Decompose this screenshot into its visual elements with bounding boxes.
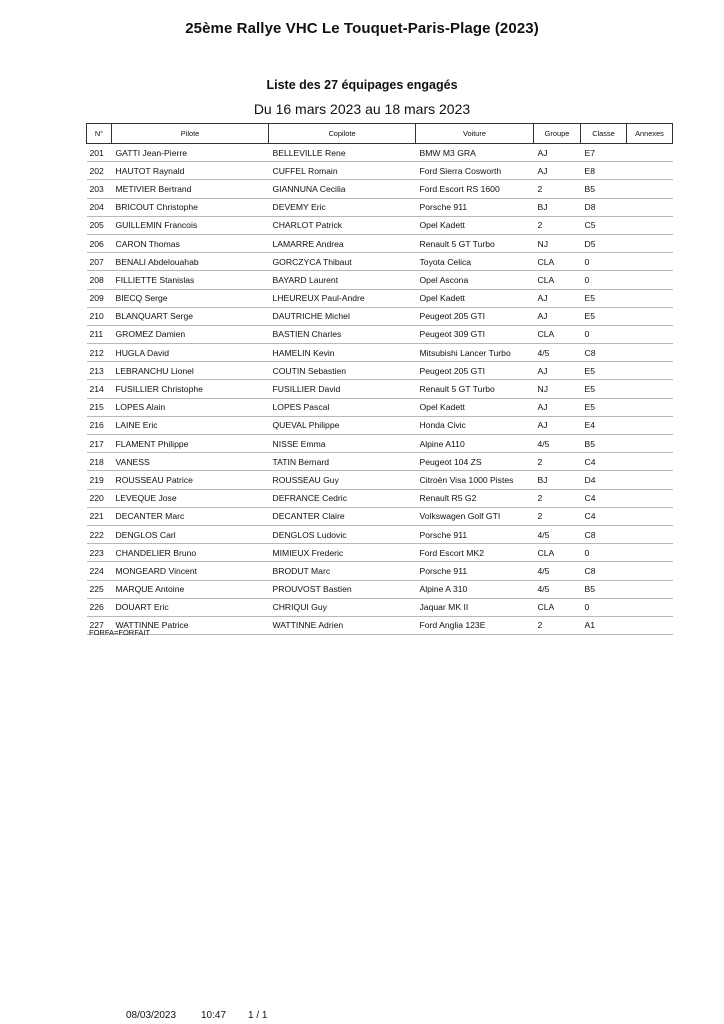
entry-number: 207 [87, 253, 112, 271]
copilote-cell: FUSILLIER David [269, 380, 416, 398]
pilote-cell: LAINE Eric [112, 416, 269, 434]
annexes-cell [627, 525, 673, 543]
entry-number: 227 [87, 616, 112, 634]
print-date: 08/03/2023 [126, 1010, 177, 1021]
groupe-cell: 2 [534, 507, 581, 525]
table-row [87, 198, 673, 216]
entry-number: 214 [87, 380, 112, 398]
table-row [87, 344, 673, 362]
annexes-cell [627, 435, 673, 453]
entry-number: 219 [87, 471, 112, 489]
copilote-cell: PROUVOST Bastien [269, 580, 416, 598]
pilote-cell: GROMEZ Damien [112, 325, 269, 343]
voiture-cell: Volkswagen Golf GTI [416, 507, 534, 525]
pilote-cell: GUILLEMIN Francois [112, 216, 269, 234]
groupe-cell: NJ [534, 380, 581, 398]
entry-number: 223 [87, 544, 112, 562]
pilote-cell: BENALI Abdelouahab [112, 253, 269, 271]
classe-cell: D5 [581, 234, 627, 252]
table-row [87, 580, 673, 598]
print-time: 10:47 [201, 1010, 227, 1021]
footnote: FORFA=FORFAIT [89, 628, 151, 637]
table-row [87, 362, 673, 380]
entries-table-header [87, 124, 673, 144]
classe-cell: D8 [581, 198, 627, 216]
copilote-cell: GORCZYCA Thibaut [269, 253, 416, 271]
table-row [87, 598, 673, 616]
voiture-cell: Ford Escort MK2 [416, 544, 534, 562]
pilote-cell: LOPES Alain [112, 398, 269, 416]
table-row [87, 289, 673, 307]
pilote-cell: DOUART Eric [112, 598, 269, 616]
annexes-cell [627, 198, 673, 216]
classe-cell: C8 [581, 525, 627, 543]
copilote-cell: CHRIQUI Guy [269, 598, 416, 616]
event-dates: Du 16 mars 2023 au 18 mars 2023 [253, 101, 471, 117]
classe-cell: A1 [581, 616, 627, 634]
copilote-cell: LOPES Pascal [269, 398, 416, 416]
annexes-cell [627, 144, 673, 162]
page-number: 1 / 1 [248, 1010, 268, 1021]
groupe-cell: AJ [534, 416, 581, 434]
pilote-cell: DENGLOS Carl [112, 525, 269, 543]
table-row [87, 398, 673, 416]
pilote-cell: ROUSSEAU Patrice [112, 471, 269, 489]
copilote-cell: QUEVAL Philippe [269, 416, 416, 434]
voiture-cell: Ford Escort RS 1600 [416, 180, 534, 198]
table-row [87, 325, 673, 343]
entry-number: 221 [87, 507, 112, 525]
table-row [87, 435, 673, 453]
voiture-cell: Porsche 911 [416, 562, 534, 580]
copilote-cell: BELLEVILLE Rene [269, 144, 416, 162]
copilote-cell: COUTIN Sebastien [269, 362, 416, 380]
entry-number: 205 [87, 216, 112, 234]
table-row [87, 216, 673, 234]
groupe-cell: 4/5 [534, 435, 581, 453]
copilote-cell: NISSE Emma [269, 435, 416, 453]
table-row [87, 180, 673, 198]
entry-number: 208 [87, 271, 112, 289]
classe-cell: E8 [581, 162, 627, 180]
table-row [87, 562, 673, 580]
entry-number: 211 [87, 325, 112, 343]
entry-number: 204 [87, 198, 112, 216]
annexes-cell [627, 562, 673, 580]
header-classe: Classe [581, 124, 627, 144]
table-row [87, 253, 673, 271]
entry-number: 218 [87, 453, 112, 471]
classe-cell: 0 [581, 598, 627, 616]
copilote-cell: BAYARD Laurent [269, 271, 416, 289]
copilote-cell: HAMELIN Kevin [269, 344, 416, 362]
pilote-cell: HAUTOT Raynald [112, 162, 269, 180]
entry-number: 226 [87, 598, 112, 616]
groupe-cell: NJ [534, 234, 581, 252]
groupe-cell: AJ [534, 144, 581, 162]
copilote-cell: MIMIEUX Frederic [269, 544, 416, 562]
pilote-cell: CARON Thomas [112, 234, 269, 252]
groupe-cell: CLA [534, 325, 581, 343]
annexes-cell [627, 180, 673, 198]
entry-number: 206 [87, 234, 112, 252]
voiture-cell: Jaquar MK II [416, 598, 534, 616]
voiture-cell: Alpine A110 [416, 435, 534, 453]
entry-number: 210 [87, 307, 112, 325]
classe-cell: C4 [581, 489, 627, 507]
table-row [87, 507, 673, 525]
entry-number: 203 [87, 180, 112, 198]
pilote-cell: FILLIETTE Stanislas [112, 271, 269, 289]
copilote-cell: WATTINNE Adrien [269, 616, 416, 634]
classe-cell: E5 [581, 289, 627, 307]
annexes-cell [627, 453, 673, 471]
classe-cell: C8 [581, 562, 627, 580]
header-annexes: Annexes [627, 124, 673, 144]
classe-cell: 0 [581, 253, 627, 271]
annexes-cell [627, 271, 673, 289]
classe-cell: B5 [581, 580, 627, 598]
header-row [87, 124, 673, 144]
classe-cell: B5 [581, 180, 627, 198]
groupe-cell: BJ [534, 471, 581, 489]
entry-number: 225 [87, 580, 112, 598]
annexes-cell [627, 325, 673, 343]
voiture-cell: Renault 5 GT Turbo [416, 234, 534, 252]
copilote-cell: BASTIEN Charles [269, 325, 416, 343]
groupe-cell: AJ [534, 307, 581, 325]
annexes-cell [627, 162, 673, 180]
annexes-cell [627, 362, 673, 380]
voiture-cell: Peugeot 309 GTI [416, 325, 534, 343]
annexes-cell [627, 234, 673, 252]
annexes-cell [627, 307, 673, 325]
pilote-cell: LEVEQUE Jose [112, 489, 269, 507]
classe-cell: 0 [581, 544, 627, 562]
voiture-cell: Ford Sierra Cosworth [416, 162, 534, 180]
voiture-cell: Opel Kadett [416, 216, 534, 234]
entries-table [86, 123, 673, 635]
header-copilote: Copilote [269, 124, 416, 144]
pilote-cell: HUGLA David [112, 344, 269, 362]
voiture-cell: Porsche 911 [416, 525, 534, 543]
voiture-cell: Porsche 911 [416, 198, 534, 216]
copilote-cell: CHARLOT Patrick [269, 216, 416, 234]
copilote-cell: CUFFEL Romain [269, 162, 416, 180]
classe-cell: C8 [581, 344, 627, 362]
groupe-cell: CLA [534, 271, 581, 289]
header-pilote: Pilote [112, 124, 269, 144]
annexes-cell [627, 253, 673, 271]
classe-cell: B5 [581, 435, 627, 453]
voiture-cell: Peugeot 104 ZS [416, 453, 534, 471]
pilote-cell: GATTI Jean-Pierre [112, 144, 269, 162]
groupe-cell: 4/5 [534, 344, 581, 362]
table-row [87, 416, 673, 434]
groupe-cell: CLA [534, 598, 581, 616]
annexes-cell [627, 289, 673, 307]
voiture-cell: Peugeot 205 GTI [416, 307, 534, 325]
groupe-cell: CLA [534, 544, 581, 562]
voiture-cell: Mitsubishi Lancer Turbo [416, 344, 534, 362]
table-row [87, 271, 673, 289]
voiture-cell: Opel Kadett [416, 398, 534, 416]
table-row [87, 544, 673, 562]
annexes-cell [627, 616, 673, 634]
table-row [87, 453, 673, 471]
classe-cell: D4 [581, 471, 627, 489]
annexes-cell [627, 489, 673, 507]
groupe-cell: 4/5 [534, 525, 581, 543]
groupe-cell: AJ [534, 398, 581, 416]
voiture-cell: BMW M3 GRA [416, 144, 534, 162]
entry-number: 201 [87, 144, 112, 162]
voiture-cell: Alpine A 310 [416, 580, 534, 598]
pilote-cell: METIVIER Bertrand [112, 180, 269, 198]
copilote-cell: TATIN Bernard [269, 453, 416, 471]
entry-number: 209 [87, 289, 112, 307]
groupe-cell: 2 [534, 489, 581, 507]
table-row [87, 489, 673, 507]
pilote-cell: FLAMENT Philippe [112, 435, 269, 453]
table-row [87, 616, 673, 634]
voiture-cell: Renault R5 G2 [416, 489, 534, 507]
annexes-cell [627, 544, 673, 562]
voiture-cell: Toyota Celica [416, 253, 534, 271]
pilote-cell: BIECQ Serge [112, 289, 269, 307]
entry-number: 212 [87, 344, 112, 362]
voiture-cell: Honda Civic [416, 416, 534, 434]
voiture-cell: Ford Anglia 123E [416, 616, 534, 634]
classe-cell: E4 [581, 416, 627, 434]
groupe-cell: 2 [534, 216, 581, 234]
classe-cell: E7 [581, 144, 627, 162]
copilote-cell: LAMARRE Andrea [269, 234, 416, 252]
entries-table-body [87, 144, 673, 635]
table-row [87, 144, 673, 162]
groupe-cell: AJ [534, 362, 581, 380]
table-row [87, 234, 673, 252]
entry-number: 220 [87, 489, 112, 507]
classe-cell: E5 [581, 362, 627, 380]
annexes-cell [627, 471, 673, 489]
pilote-cell: WATTINNE Patrice [112, 616, 269, 634]
annexes-cell [627, 507, 673, 525]
annexes-cell [627, 580, 673, 598]
groupe-cell: 2 [534, 180, 581, 198]
voiture-cell: Citroën Visa 1000 Pistes [416, 471, 534, 489]
classe-cell: E5 [581, 307, 627, 325]
entry-number: 216 [87, 416, 112, 434]
groupe-cell: 2 [534, 616, 581, 634]
pilote-cell: CHANDELIER Bruno [112, 544, 269, 562]
table-row [87, 307, 673, 325]
copilote-cell: DENGLOS Ludovic [269, 525, 416, 543]
annexes-cell [627, 216, 673, 234]
classe-cell: E5 [581, 398, 627, 416]
classe-cell: 0 [581, 325, 627, 343]
pilote-cell: LEBRANCHU Lionel [112, 362, 269, 380]
entry-number: 213 [87, 362, 112, 380]
annexes-cell [627, 398, 673, 416]
pilote-cell: FUSILLIER Christophe [112, 380, 269, 398]
voiture-cell: Renault 5 GT Turbo [416, 380, 534, 398]
copilote-cell: LHEUREUX Paul-Andre [269, 289, 416, 307]
groupe-cell: 2 [534, 453, 581, 471]
classe-cell: 0 [581, 271, 627, 289]
entry-number: 224 [87, 562, 112, 580]
groupe-cell: 4/5 [534, 580, 581, 598]
copilote-cell: BRODUT Marc [269, 562, 416, 580]
groupe-cell: AJ [534, 162, 581, 180]
annexes-cell [627, 344, 673, 362]
copilote-cell: DECANTER Claire [269, 507, 416, 525]
classe-cell: E5 [581, 380, 627, 398]
groupe-cell: CLA [534, 253, 581, 271]
classe-cell: C4 [581, 453, 627, 471]
entry-number: 215 [87, 398, 112, 416]
groupe-cell: BJ [534, 198, 581, 216]
header-groupe: Groupe [534, 124, 581, 144]
voiture-cell: Peugeot 205 GTI [416, 362, 534, 380]
entry-number: 222 [87, 525, 112, 543]
table-row [87, 471, 673, 489]
pilote-cell: DECANTER Marc [112, 507, 269, 525]
header-voiture: Voiture [416, 124, 534, 144]
voiture-cell: Opel Ascona [416, 271, 534, 289]
entry-list-subtitle: Liste des 27 équipages engagés [266, 78, 458, 92]
copilote-cell: ROUSSEAU Guy [269, 471, 416, 489]
table-row [87, 525, 673, 543]
annexes-cell [627, 380, 673, 398]
annexes-cell [627, 416, 673, 434]
document-title: 25ème Rallye VHC Le Touquet-Paris-Plage (2023) [185, 20, 539, 37]
pilote-cell: BRICOUT Christophe [112, 198, 269, 216]
groupe-cell: 4/5 [534, 562, 581, 580]
copilote-cell: DEVEMY Eric [269, 198, 416, 216]
pilote-cell: BLANQUART Serge [112, 307, 269, 325]
table-row [87, 380, 673, 398]
entry-number: 217 [87, 435, 112, 453]
groupe-cell: AJ [534, 289, 581, 307]
pilote-cell: VANESS [112, 453, 269, 471]
classe-cell: C4 [581, 507, 627, 525]
pilote-cell: MONGEARD Vincent [112, 562, 269, 580]
voiture-cell: Opel Kadett [416, 289, 534, 307]
copilote-cell: GIANNUNA Cecilia [269, 180, 416, 198]
classe-cell: C5 [581, 216, 627, 234]
entry-number: 202 [87, 162, 112, 180]
copilote-cell: DEFRANCE Cedric [269, 489, 416, 507]
table-row [87, 162, 673, 180]
copilote-cell: DAUTRICHE Michel [269, 307, 416, 325]
annexes-cell [627, 598, 673, 616]
header-number: N° [87, 124, 112, 144]
pilote-cell: MARQUE Antoine [112, 580, 269, 598]
